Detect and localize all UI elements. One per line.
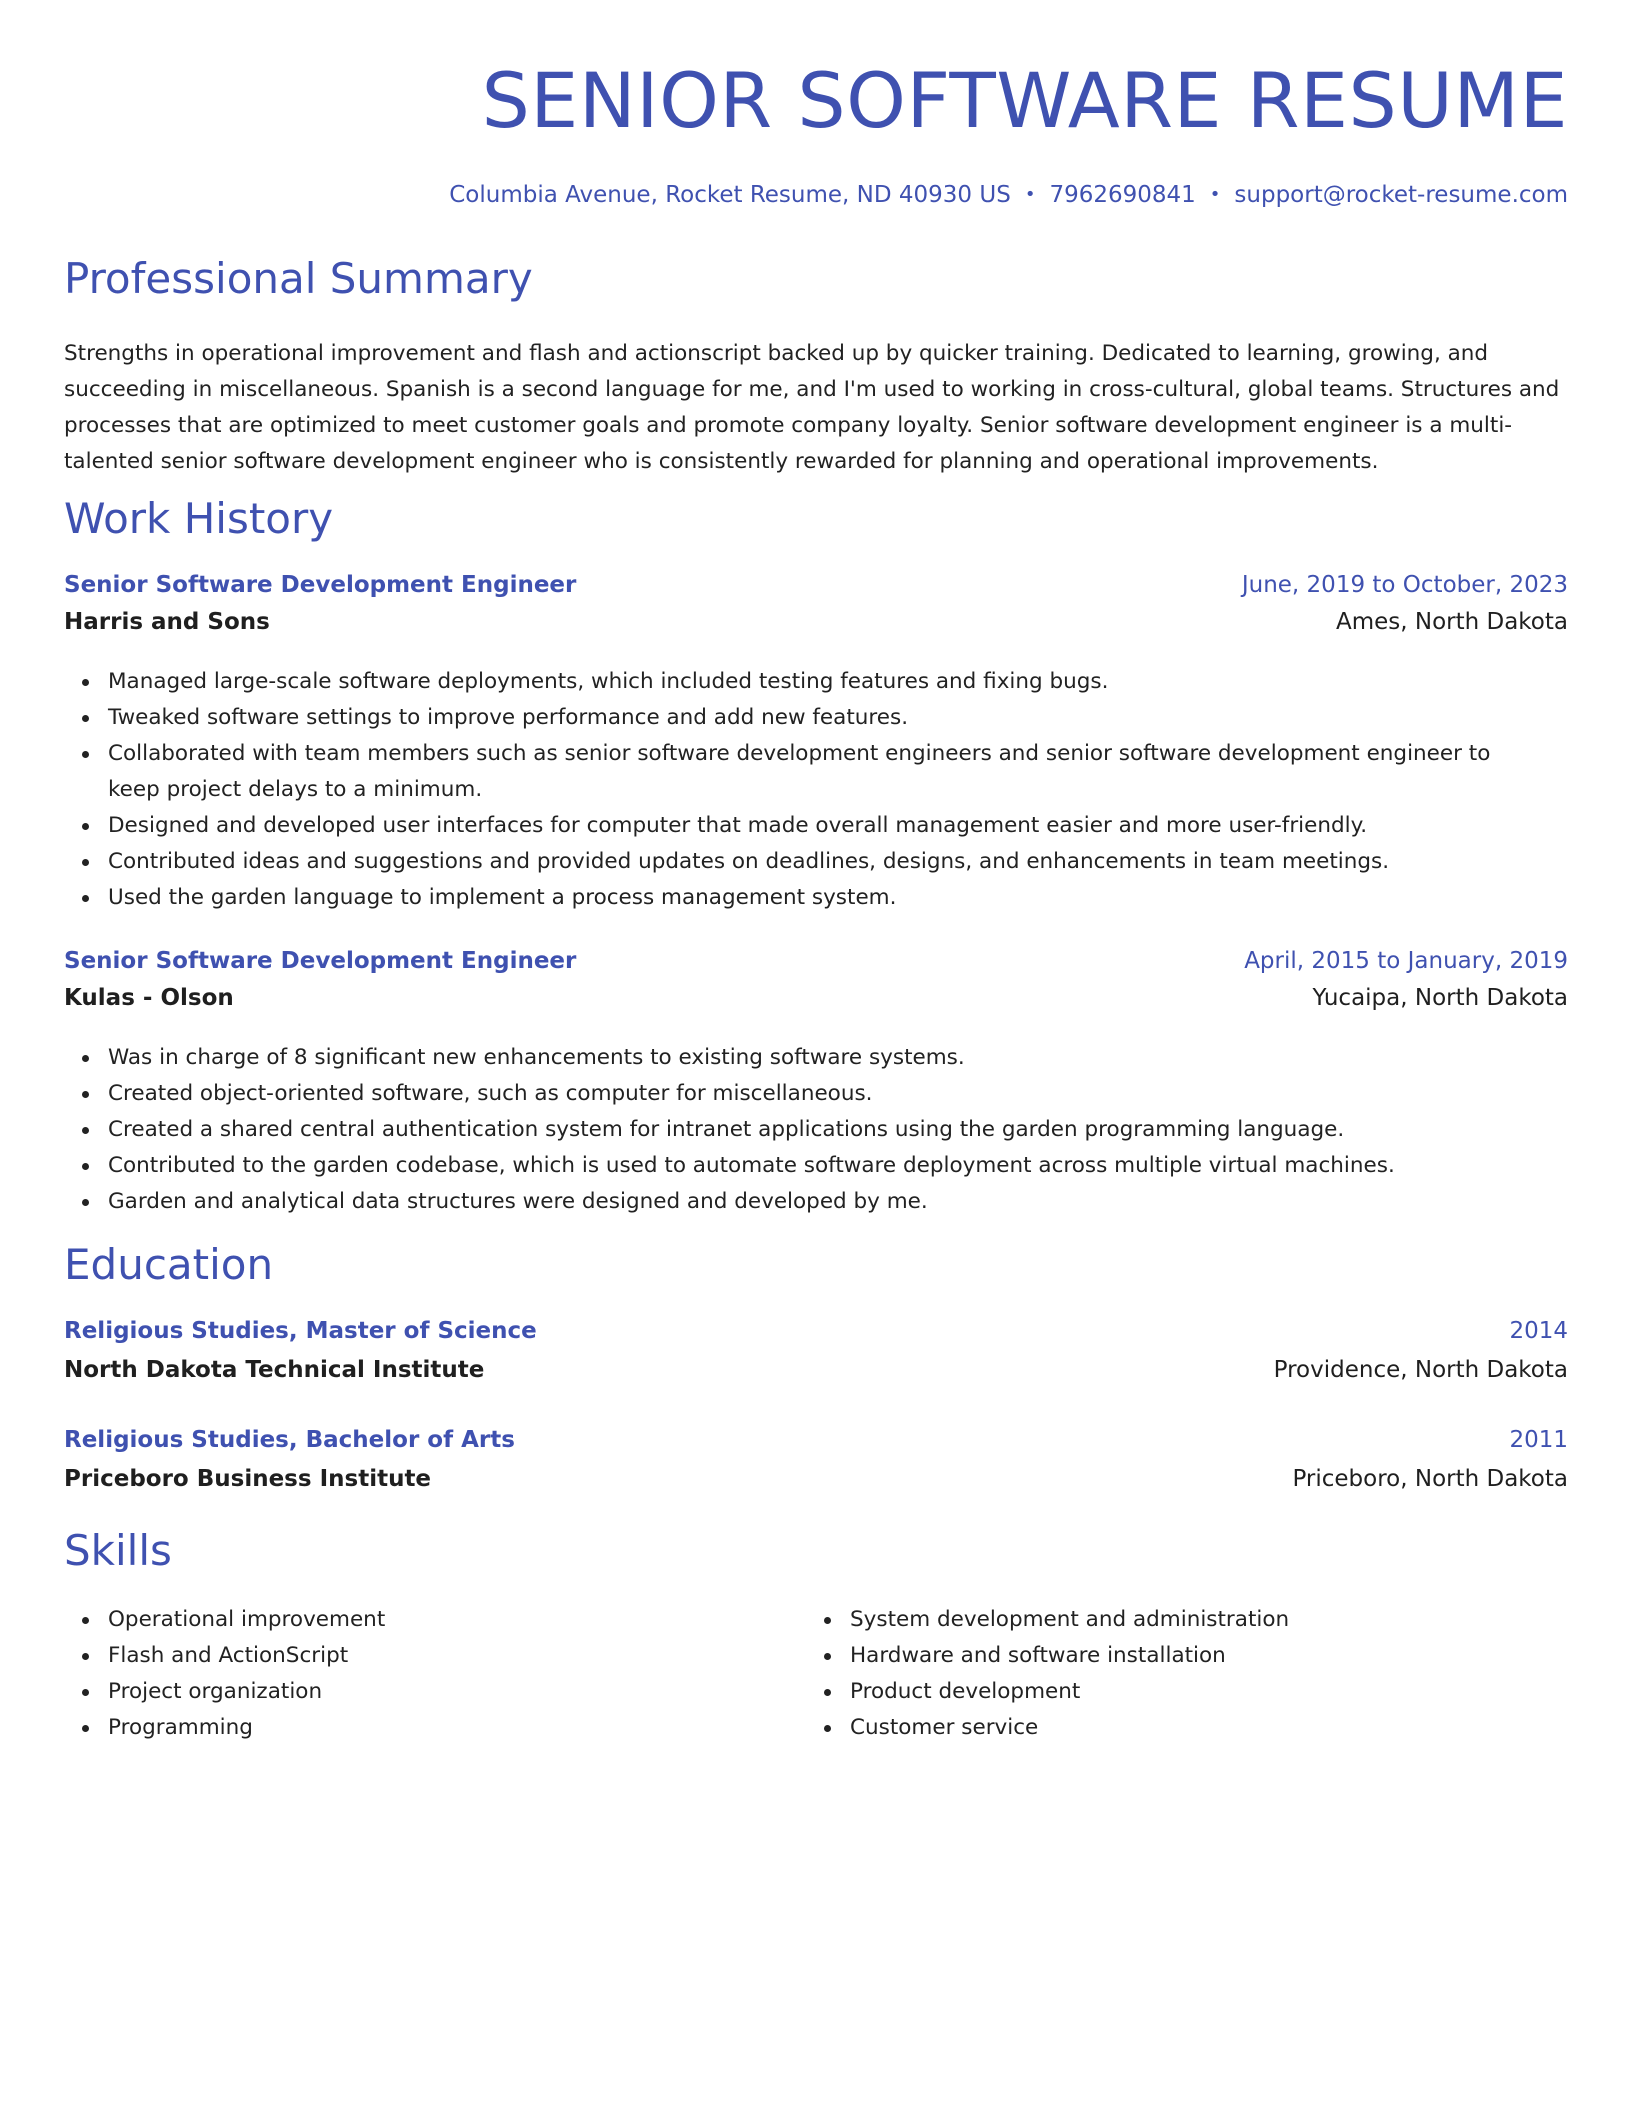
job-company: Harris and Sons [64,609,270,635]
education-location: Priceboro, North Dakota [1292,1466,1568,1492]
skill-item: Operational improvement [108,1602,1548,1638]
contact-separator: • [1209,184,1221,205]
education-school: Priceboro Business Institute [64,1466,432,1492]
contact-line [449,182,1568,208]
education-header [64,1427,1568,1463]
list-item: Used the garden language to implement a process management system. [108,880,1548,916]
list-item: Was in charge of 8 significant new enhancements to existing software systems. [108,1040,1548,1076]
contact-phone: 7962690841 [1049,182,1196,208]
skill-item: Hardware and software installation [850,1638,1632,1674]
contact-email[interactable]: support@rocket-resume.com [1234,182,1568,208]
education-degree: Religious Studies, Bachelor of Arts [64,1427,515,1453]
education-location: Providence, North Dakota [1273,1357,1568,1383]
skills-heading: Skills [64,1526,172,1575]
contact-separator: • [1024,184,1036,205]
resume-title: SENIOR SOFTWARE RESUME [481,56,1568,145]
education-year: 2011 [1509,1427,1568,1453]
education-school: North Dakota Technical Institute [64,1357,485,1383]
list-item: Created object-oriented software, such as computer for miscellaneous. [108,1076,1548,1112]
job-location: Yucaipa, North Dakota [1312,985,1568,1011]
job-company-row [64,985,1568,1021]
education-degree: Religious Studies, Master of Science [64,1318,537,1344]
skill-item: System development and administration [850,1602,1632,1638]
list-item: Contributed ideas and suggestions and provided updates on deadlines, designs, and enhancements in team meetings. [108,844,1548,880]
list-item: Garden and analytical data structures were designed and developed by me. [108,1184,1548,1220]
job-dates: June, 2019 to October, 2023 [1241,572,1568,598]
list-item: Collaborated with team members such as senior software development engineers and senior software development engineer to keep project delays to a minimum. [108,736,1548,808]
skill-item: Customer service [850,1710,1632,1746]
job-company-row [64,609,1568,645]
job-company: Kulas - Olson [64,985,234,1011]
job-title: Senior Software Development Engineer [64,572,577,598]
list-item: Tweaked software settings to improve performance and add new features. [108,700,1548,736]
job-bullet-list [64,1040,1548,1220]
list-item: Contributed to the garden codebase, which is used to automate software deployment across multiple virtual machines. [108,1148,1548,1184]
work-history-heading: Work History [64,494,334,543]
education-school-row [64,1357,1568,1393]
education-year: 2014 [1509,1318,1568,1344]
summary-heading: Professional Summary [64,254,533,303]
job-location: Ames, North Dakota [1335,609,1568,635]
job-header [64,948,1568,984]
skill-item: Product development [850,1674,1632,1710]
education-school-row [64,1466,1568,1502]
skill-item: Programming [108,1710,1548,1746]
skill-item: Project organization [108,1674,1548,1710]
summary-text: Strengths in operational improvement and flash and actionscript backed up by quicker training. Dedicated to learning, growing, and succeeding in miscellaneous. Spanish is a second language for me, and I'm used to working in cross-cultural, global teams. Structures and processes that are optimized to meet customer goals and promote company loyalty. Senior software development engineer is a multi-talented senior software development engineer who is consistently rewarded for planning and operational improvements. [64,341,1560,474]
skills-list-right [806,1602,1632,1746]
list-item: Designed and developed user interfaces for computer that made overall management easier and more user-friendly. [108,808,1548,844]
job-title: Senior Software Development Engineer [64,948,577,974]
job-dates: April, 2015 to January, 2019 [1244,948,1568,974]
contact-address: Columbia Avenue, Rocket Resume, ND 40930 US [449,182,1011,208]
skill-item: Flash and ActionScript [108,1638,1548,1674]
education-header [64,1318,1568,1354]
job-bullet-list [64,664,1548,916]
list-item: Created a shared central authentication system for intranet applications using the garden programming language. [108,1112,1548,1148]
list-item: Managed large-scale software deployments, which included testing features and fixing bugs. [108,664,1548,700]
education-heading: Education [64,1240,274,1289]
job-header [64,572,1568,608]
